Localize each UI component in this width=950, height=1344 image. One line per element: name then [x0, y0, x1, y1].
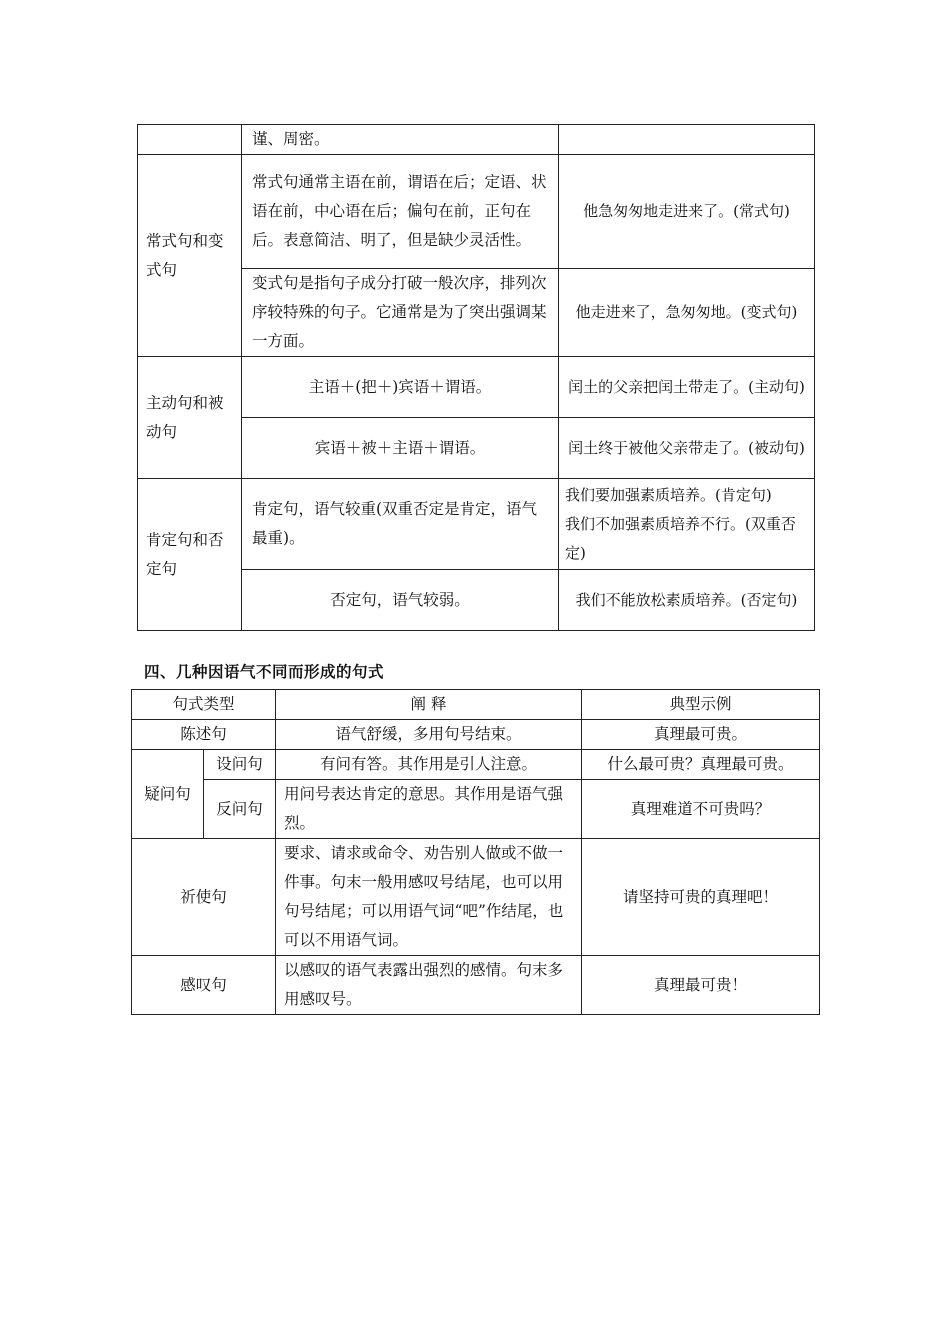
table-row: [132, 839, 820, 956]
sentence-mood-table: [131, 689, 820, 1015]
section-title: 四、几种因语气不同而形成的句式: [144, 663, 385, 681]
category-label: 主动句和被动句: [138, 357, 242, 479]
table-header-row: [132, 690, 820, 720]
category-label: 常式句和变式句: [138, 155, 242, 357]
explanation-cell: 用问号表达肯定的意思。其作用是语气强烈。: [276, 780, 582, 839]
sentence-structure-table: [137, 124, 815, 631]
explanation-cell: 常式句通常主语在前，谓语在后；定语、状语在前，中心语在后；偏句在前，正句在后。表意简洁、明了，但是缺少灵活性。: [242, 155, 559, 269]
example-cell: 真理最可贵。: [582, 720, 820, 750]
example-line: 我们要加强素质培养。(肯定句): [565, 485, 772, 504]
explanation-cell: 有问有答。其作用是引人注意。: [276, 750, 582, 780]
example-cell: 请坚持可贵的真理吧！: [582, 839, 820, 956]
example-cell: 真理难道不可贵吗？: [582, 780, 820, 839]
explanation-cell: 要求、请求或命令、劝告别人做或不做一件事。句末一般用感叹号结尾，也可以用句号结尾；可以用语气词“吧”作结尾，也可以不用语气词。: [276, 839, 582, 956]
explanation-cell: 肯定句，语气较重(双重否定是肯定，语气最重)。: [242, 479, 559, 570]
example-cell: 真理最可贵！: [582, 956, 820, 1015]
subtype-cell: 反问句: [204, 780, 276, 839]
subtype-cell: 设问句: [204, 750, 276, 780]
explanation-cell: 主语＋(把＋)宾语＋谓语。: [242, 357, 559, 418]
table-row: [138, 125, 815, 155]
example-cell: 闰土的父亲把闰土带走了。(主动句): [559, 357, 815, 418]
category-label: 肯定句和否定句: [138, 479, 242, 631]
example-cell: 他急匆匆地走进来了。(常式句): [559, 155, 815, 269]
example-line: 我们不加强素质培养不行。(双重否定): [565, 514, 796, 562]
example-cell: 我们不能放松素质培养。(否定句): [559, 570, 815, 631]
example-cell: [559, 125, 815, 155]
table-row: [132, 750, 820, 780]
example-cell: 什么最可贵？真理最可贵。: [582, 750, 820, 780]
example-cell: 他走进来了，急匆匆地。(变式句): [559, 269, 815, 357]
explanation-cell: 以感叹的语气表露出强烈的感情。句末多用感叹号。: [276, 956, 582, 1015]
header-type: 句式类型: [132, 690, 276, 720]
header-explanation: 阐 释: [276, 690, 582, 720]
explanation-cell: 否定句，语气较弱。: [242, 570, 559, 631]
example-cell: [559, 479, 815, 570]
type-cell: 疑问句: [132, 750, 204, 839]
explanation-cell: 语气舒缓，多用句号结束。: [276, 720, 582, 750]
header-example: 典型示例: [582, 690, 820, 720]
table-row: [132, 780, 820, 839]
type-cell: 陈述句: [132, 720, 276, 750]
table-row: [138, 479, 815, 570]
explanation-cell: 谨、周密。: [242, 125, 559, 155]
table-row: [138, 357, 815, 418]
table-row: [138, 155, 815, 269]
type-cell: 感叹句: [132, 956, 276, 1015]
table-row: [132, 720, 820, 750]
table-row: [132, 956, 820, 1015]
type-cell: 祈使句: [132, 839, 276, 956]
explanation-cell: 变式句是指句子成分打破一般次序，排列次序较特殊的句子。它通常是为了突出强调某一方面。: [242, 269, 559, 357]
explanation-cell: 宾语＋被＋主语＋谓语。: [242, 418, 559, 479]
example-cell: 闰土终于被他父亲带走了。(被动句): [559, 418, 815, 479]
empty-cell: [138, 125, 242, 155]
